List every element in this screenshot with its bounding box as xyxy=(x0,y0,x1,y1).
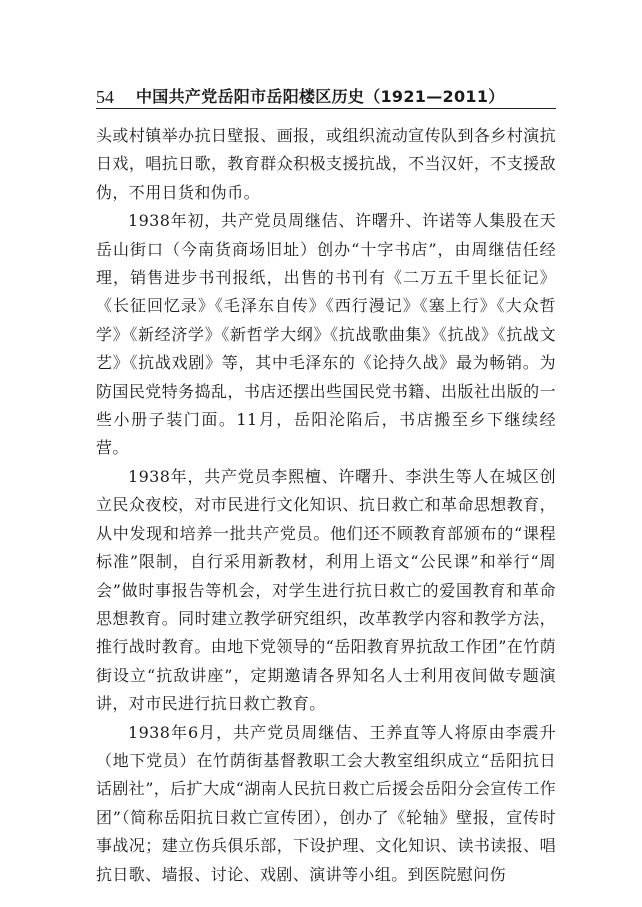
page-number: 54 xyxy=(96,87,114,107)
running-title: 中国共产党岳阳市岳阳楼区历史（1921—2011） xyxy=(136,87,505,106)
page-header xyxy=(96,82,556,108)
header-rule xyxy=(96,108,556,109)
paragraph-night-school: 1938年，共产党员李熙檀、许曙升、李洪生等人在城区创立民众夜校，对市民进行文化知识、抗日救亡和革命思想教育，从中发现和培养一批共产党员。他们还不顾教育部颁布的“课程标准”限制，自行采用新教材，利用上语文“公民课”和举行“周会”做时事报告等机会，对学生进行抗日救亡的爱国教育和革命思想教育。同时建立教学研究组织，改革教学内容和教学方法，推行战时教育。由地下党领导的“岳阳教育界抗敌工作团”在竹荫街设立“抗敌讲座”，定期邀请各界知名人士利用夜间做专题演讲，对市民进行抗日救亡教育。 xyxy=(96,466,556,714)
paragraph-continued: 头或村镇举办抗日壁报、画报，或组织流动宣传队到各乡村演抗日戏，唱抗日歌，教育群众积极支援抗战，不当汉奸，不支援敌伪，不用日货和伪币。 xyxy=(96,126,556,202)
paragraph-bookstore: 1938年初，共产党员周继佶、许曙升、许诺等人集股在天岳山街口（今南货商场旧址）创办“十字书店”，由周继佶任经理，销售进步书刊报纸，出售的书刊有《二万五千里长征记》《长征回忆录》《毛泽东自传》《西行漫记》《塞上行》《大众哲学》《新经济学》《新哲学大纲》《抗战歌曲集》《抗战》《抗战文艺》《抗战戏剧》等，其中毛泽东的《论持久战》最为畅销。为防国民党特务捣乱，书店还摆出些国民党书籍、出版社出版的一些小册子装门面。11月，岳阳沦陷后，书店搬至乡下继续经营。 xyxy=(96,211,556,458)
paragraph-drama-society: 1938年6月，共产党员周继佶、王养直等人将原由李震升（地下党员）在竹荫街基督教职工会大教室组织成立“岳阳抗日话剧社”，后扩大成“湖南人民抗日救亡后援会岳阳分会宣传工作团”（简称岳阳抗日救亡宣传团），创办了《轮轴》壁报，宣传时事战况；建立伤兵俱乐部，下设护理、文化知识、读书读报、唱抗日歌、墙报、讨论、戏剧、演讲等小组。到医院慰问伤 xyxy=(96,722,556,884)
body-text xyxy=(96,122,556,889)
